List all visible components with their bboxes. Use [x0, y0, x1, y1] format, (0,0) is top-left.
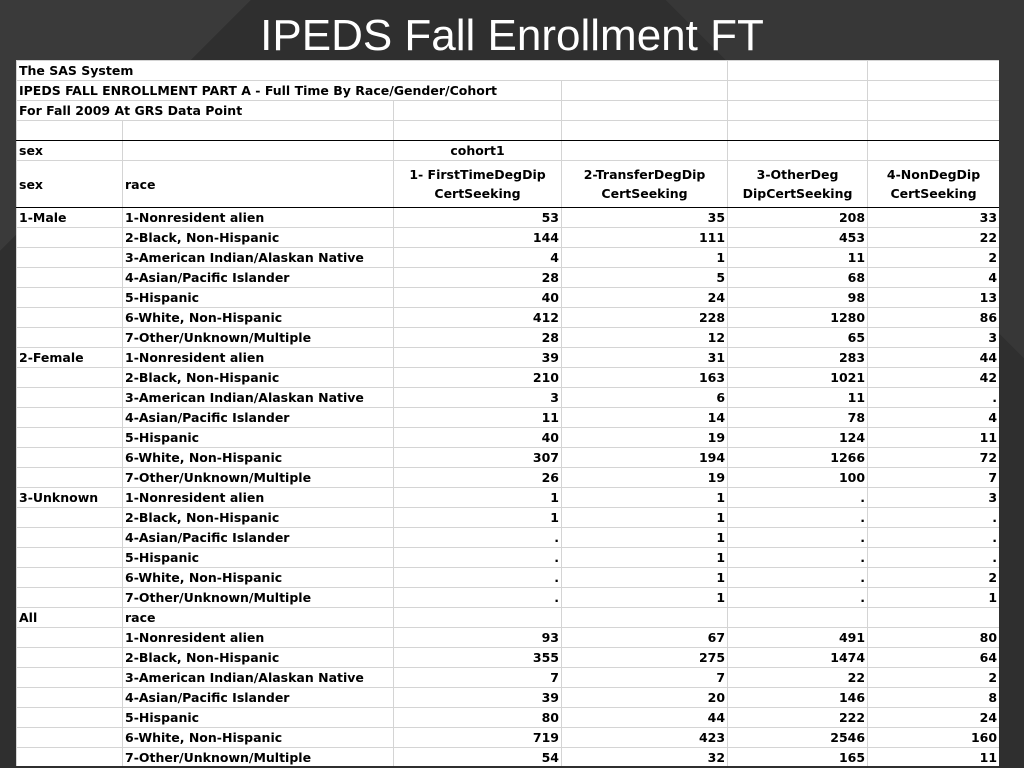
value-cell: . [868, 508, 999, 528]
value-cell: 6 [562, 388, 728, 408]
value-cell: 307 [394, 448, 562, 468]
value-cell: 165 [728, 748, 868, 767]
value-cell: 4 [868, 408, 999, 428]
empty-cell [868, 608, 999, 628]
table-row [17, 668, 1000, 688]
value-cell: 453 [728, 228, 868, 248]
sex-cell [17, 748, 123, 767]
table-row [17, 528, 1000, 548]
value-cell: 124 [728, 428, 868, 448]
value-cell: 14 [562, 408, 728, 428]
value-cell: 194 [562, 448, 728, 468]
race-cell: 1-Nonresident alien [123, 628, 394, 648]
col-header-firsttime: 1- FirstTimeDegDip CertSeeking [394, 161, 562, 208]
value-cell: 1 [562, 568, 728, 588]
table-row [17, 488, 1000, 508]
sex-group-label: 3-Unknown [17, 488, 123, 508]
table-row [17, 508, 1000, 528]
value-cell: 1 [562, 248, 728, 268]
value-cell: 32 [562, 748, 728, 767]
value-cell: 1 [562, 488, 728, 508]
all-header-row [17, 608, 1000, 628]
value-cell: 67 [562, 628, 728, 648]
sex-group-label: 1-Male [17, 208, 123, 228]
race-cell: 1-Nonresident alien [123, 348, 394, 368]
value-cell: 2 [868, 668, 999, 688]
table-row [17, 228, 1000, 248]
value-cell: 719 [394, 728, 562, 748]
value-cell: 39 [394, 348, 562, 368]
sex-cell [17, 308, 123, 328]
value-cell: 3 [394, 388, 562, 408]
value-cell: . [394, 588, 562, 608]
table-row [17, 248, 1000, 268]
sas-report-sheet [16, 60, 999, 766]
value-cell: 491 [728, 628, 868, 648]
value-cell: 65 [728, 328, 868, 348]
sex-cell [17, 628, 123, 648]
value-cell: 1 [394, 508, 562, 528]
value-cell: 1280 [728, 308, 868, 328]
value-cell: 11 [868, 748, 999, 767]
value-cell: 44 [562, 708, 728, 728]
sex-cell [17, 548, 123, 568]
race-cell: 7-Other/Unknown/Multiple [123, 748, 394, 767]
race-cell: 5-Hispanic [123, 288, 394, 308]
col-header-transfer: 2-TransferDegDip CertSeeking [562, 161, 728, 208]
race-cell: 2-Black, Non-Hispanic [123, 368, 394, 388]
value-cell: 22 [868, 228, 999, 248]
table-row [17, 688, 1000, 708]
value-cell: . [728, 508, 868, 528]
table-row [17, 408, 1000, 428]
value-cell: 64 [868, 648, 999, 668]
value-cell: 11 [394, 408, 562, 428]
value-cell: 98 [728, 288, 868, 308]
table-row [17, 548, 1000, 568]
table-row [17, 648, 1000, 668]
value-cell: 24 [562, 288, 728, 308]
value-cell: . [728, 488, 868, 508]
sex-cell [17, 328, 123, 348]
value-cell: 1 [868, 588, 999, 608]
value-cell: 146 [728, 688, 868, 708]
empty-cell [394, 608, 562, 628]
race-cell: 5-Hispanic [123, 708, 394, 728]
race-cell: 6-White, Non-Hispanic [123, 728, 394, 748]
value-cell: 3 [868, 488, 999, 508]
race-cell: 7-Other/Unknown/Multiple [123, 468, 394, 488]
value-cell: 4 [394, 248, 562, 268]
sex-cell [17, 508, 123, 528]
value-cell: 78 [728, 408, 868, 428]
value-cell: 1 [562, 528, 728, 548]
value-cell: 31 [562, 348, 728, 368]
table-row [17, 208, 1000, 228]
race-cell: 3-American Indian/Alaskan Native [123, 388, 394, 408]
value-cell: 12 [562, 328, 728, 348]
slide-title: IPEDS Fall Enrollment FT [260, 11, 764, 60]
value-cell: 1474 [728, 648, 868, 668]
value-cell: . [394, 528, 562, 548]
sex-cell [17, 288, 123, 308]
sex-cell [17, 228, 123, 248]
sex-column-header: sex [17, 161, 123, 208]
value-cell: 210 [394, 368, 562, 388]
value-cell: 7 [562, 668, 728, 688]
sex-cell [17, 688, 123, 708]
value-cell: 222 [728, 708, 868, 728]
race-cell: 6-White, Non-Hispanic [123, 308, 394, 328]
col-header-otherdeg: 3-OtherDeg DipCertSeeking [728, 161, 868, 208]
sex-cell [17, 528, 123, 548]
race-cell: 1-Nonresident alien [123, 488, 394, 508]
value-cell: . [728, 568, 868, 588]
sex-cell [17, 728, 123, 748]
race-cell: 7-Other/Unknown/Multiple [123, 328, 394, 348]
race-cell: 2-Black, Non-Hispanic [123, 508, 394, 528]
value-cell: 5 [562, 268, 728, 288]
value-cell: 1 [394, 488, 562, 508]
value-cell: 44 [868, 348, 999, 368]
value-cell: 2 [868, 568, 999, 588]
value-cell: 144 [394, 228, 562, 248]
value-cell: 35 [562, 208, 728, 228]
table-row [17, 748, 1000, 767]
report-heading: IPEDS FALL ENROLLMENT PART A - Full Time By Race/Gender/Cohort [17, 81, 562, 101]
value-cell: . [868, 548, 999, 568]
value-cell: 1 [562, 548, 728, 568]
value-cell: 355 [394, 648, 562, 668]
value-cell: 4 [868, 268, 999, 288]
value-cell: 208 [728, 208, 868, 228]
value-cell: 275 [562, 648, 728, 668]
value-cell: 1 [562, 508, 728, 528]
sex-cell [17, 248, 123, 268]
value-cell: 423 [562, 728, 728, 748]
sex-cell [17, 568, 123, 588]
value-cell: . [868, 388, 999, 408]
enrollment-table [16, 60, 999, 766]
table-row [17, 328, 1000, 348]
value-cell: . [728, 528, 868, 548]
value-cell: . [394, 548, 562, 568]
sex-cell [17, 448, 123, 468]
table-row [17, 268, 1000, 288]
race-cell: 7-Other/Unknown/Multiple [123, 588, 394, 608]
table-row [17, 468, 1000, 488]
table-row [17, 568, 1000, 588]
sex-cell [17, 368, 123, 388]
sex-cell [17, 388, 123, 408]
value-cell: 11 [728, 248, 868, 268]
value-cell: . [394, 568, 562, 588]
value-cell: 228 [562, 308, 728, 328]
value-cell: 11 [868, 428, 999, 448]
race-cell: 4-Asian/Pacific Islander [123, 688, 394, 708]
value-cell: 72 [868, 448, 999, 468]
race-cell: 2-Black, Non-Hispanic [123, 228, 394, 248]
empty-cell [728, 608, 868, 628]
value-cell: 3 [868, 328, 999, 348]
value-cell: 28 [394, 328, 562, 348]
table-row [17, 288, 1000, 308]
value-cell: 93 [394, 628, 562, 648]
value-cell: 54 [394, 748, 562, 767]
value-cell: 412 [394, 308, 562, 328]
value-cell: 40 [394, 288, 562, 308]
race-subheader: race [123, 608, 394, 628]
table-row [17, 728, 1000, 748]
table-row [17, 588, 1000, 608]
table-row [17, 308, 1000, 328]
race-cell: 5-Hispanic [123, 428, 394, 448]
sex-cell [17, 428, 123, 448]
value-cell: 160 [868, 728, 999, 748]
value-cell: 100 [728, 468, 868, 488]
cohort-header: cohort1 [394, 141, 562, 161]
sex-cell [17, 268, 123, 288]
value-cell: 20 [562, 688, 728, 708]
race-column-header: race [123, 161, 394, 208]
value-cell: 28 [394, 268, 562, 288]
report-subheading: For Fall 2009 At GRS Data Point [17, 101, 394, 121]
value-cell: 53 [394, 208, 562, 228]
sex-cell [17, 668, 123, 688]
value-cell: 8 [868, 688, 999, 708]
value-cell: 1021 [728, 368, 868, 388]
sex-cell [17, 408, 123, 428]
race-cell: 4-Asian/Pacific Islander [123, 528, 394, 548]
value-cell: 1266 [728, 448, 868, 468]
race-cell: 2-Black, Non-Hispanic [123, 648, 394, 668]
value-cell: 2546 [728, 728, 868, 748]
sex-cell [17, 468, 123, 488]
value-cell: 163 [562, 368, 728, 388]
value-cell: 86 [868, 308, 999, 328]
value-cell: 68 [728, 268, 868, 288]
value-cell: 7 [394, 668, 562, 688]
race-cell: 5-Hispanic [123, 548, 394, 568]
table-row [17, 428, 1000, 448]
value-cell: 26 [394, 468, 562, 488]
sex-cell [17, 648, 123, 668]
sex-cell [17, 588, 123, 608]
value-cell: 7 [868, 468, 999, 488]
value-cell: 42 [868, 368, 999, 388]
race-cell: 4-Asian/Pacific Islander [123, 408, 394, 428]
value-cell: 39 [394, 688, 562, 708]
sex-cell [17, 708, 123, 728]
value-cell: 40 [394, 428, 562, 448]
value-cell: 13 [868, 288, 999, 308]
race-cell: 3-American Indian/Alaskan Native [123, 668, 394, 688]
empty-cell [562, 608, 728, 628]
value-cell: . [868, 528, 999, 548]
table-row [17, 448, 1000, 468]
table-row [17, 348, 1000, 368]
value-cell: 283 [728, 348, 868, 368]
table-row [17, 368, 1000, 388]
race-cell: 3-American Indian/Alaskan Native [123, 248, 394, 268]
value-cell: 33 [868, 208, 999, 228]
value-cell: 11 [728, 388, 868, 408]
table-body [17, 61, 1000, 767]
value-cell: 19 [562, 468, 728, 488]
value-cell: 80 [868, 628, 999, 648]
value-cell: 24 [868, 708, 999, 728]
col-header-nondeg: 4-NonDegDip CertSeeking [868, 161, 999, 208]
table-row [17, 388, 1000, 408]
race-cell: 4-Asian/Pacific Islander [123, 268, 394, 288]
sas-system-label: The SAS System [17, 61, 728, 81]
sex-group-label: All [17, 608, 123, 628]
sex-header-top: sex [17, 141, 123, 161]
race-cell: 6-White, Non-Hispanic [123, 568, 394, 588]
table-row [17, 708, 1000, 728]
value-cell: 1 [562, 588, 728, 608]
value-cell: . [728, 588, 868, 608]
value-cell: 80 [394, 708, 562, 728]
race-cell: 6-White, Non-Hispanic [123, 448, 394, 468]
table-row [17, 628, 1000, 648]
value-cell: 22 [728, 668, 868, 688]
value-cell: 19 [562, 428, 728, 448]
value-cell: 2 [868, 248, 999, 268]
value-cell: . [728, 548, 868, 568]
value-cell: 111 [562, 228, 728, 248]
race-cell: 1-Nonresident alien [123, 208, 394, 228]
sex-group-label: 2-Female [17, 348, 123, 368]
